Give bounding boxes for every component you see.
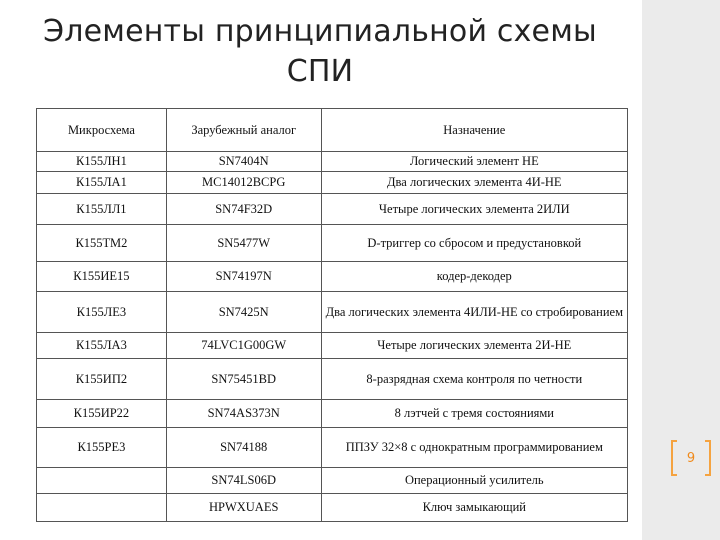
cell-analog: MC14012BCPG bbox=[166, 172, 321, 194]
cell-chip: К155ИЕ15 bbox=[37, 262, 167, 292]
cell-analog: HPWXUAES bbox=[166, 494, 321, 522]
components-table bbox=[36, 108, 628, 522]
table-row bbox=[37, 359, 628, 400]
cell-chip: К155РЕ3 bbox=[37, 428, 167, 468]
cell-analog: 74LVC1G00GW bbox=[166, 333, 321, 359]
cell-chip: К155ЛА3 bbox=[37, 333, 167, 359]
page-number-badge bbox=[671, 440, 711, 476]
cell-analog: SN75451BD bbox=[166, 359, 321, 400]
cell-purpose: 8-разрядная схема контроля по четности bbox=[321, 359, 627, 400]
slide-title-line-1: Элементы принципиальной схемы bbox=[43, 14, 597, 49]
cell-chip bbox=[37, 468, 167, 494]
cell-purpose: 8 лэтчей с тремя состояниями bbox=[321, 400, 627, 428]
cell-purpose: ППЗУ 32×8 с однократным программированием bbox=[321, 428, 627, 468]
cell-purpose: Логический элемент НЕ bbox=[321, 152, 627, 172]
cell-chip: К155ТМ2 bbox=[37, 225, 167, 262]
slide-title bbox=[20, 12, 620, 92]
cell-analog: SN74LS06D bbox=[166, 468, 321, 494]
table-row bbox=[37, 292, 628, 333]
cell-purpose: кодер-декодер bbox=[321, 262, 627, 292]
header-foreign-analog: Зарубежный аналог bbox=[166, 109, 321, 152]
table-row bbox=[37, 428, 628, 468]
right-bracket-shape bbox=[705, 440, 711, 476]
table-row bbox=[37, 172, 628, 194]
table-row bbox=[37, 468, 628, 494]
cell-purpose: Два логических элемента 4И-НЕ bbox=[321, 172, 627, 194]
cell-analog: SN7425N bbox=[166, 292, 321, 333]
table-row bbox=[37, 262, 628, 292]
cell-purpose: Операционный усилитель bbox=[321, 468, 627, 494]
table-row bbox=[37, 194, 628, 225]
cell-analog: SN74F32D bbox=[166, 194, 321, 225]
cell-purpose: Два логических элемента 4ИЛИ-НЕ со стробированием bbox=[321, 292, 627, 333]
cell-analog: SN74188 bbox=[166, 428, 321, 468]
header-chip: Микросхема bbox=[37, 109, 167, 152]
cell-chip: К155ЛЛ1 bbox=[37, 194, 167, 225]
cell-purpose: Ключ замыкающий bbox=[321, 494, 627, 522]
cell-chip: К155ИР22 bbox=[37, 400, 167, 428]
cell-chip: К155ЛЕ3 bbox=[37, 292, 167, 333]
cell-chip: К155ЛА1 bbox=[37, 172, 167, 194]
cell-purpose: Четыре логических элемента 2И-НЕ bbox=[321, 333, 627, 359]
header-purpose: Назначение bbox=[321, 109, 627, 152]
slide-title-line-2: СПИ bbox=[286, 54, 354, 89]
cell-analog: SN5477W bbox=[166, 225, 321, 262]
table-row bbox=[37, 494, 628, 522]
table-row bbox=[37, 225, 628, 262]
table-header-row bbox=[37, 109, 628, 152]
cell-analog: SN74AS373N bbox=[166, 400, 321, 428]
cell-purpose: Четыре логических элемента 2ИЛИ bbox=[321, 194, 627, 225]
cell-chip bbox=[37, 494, 167, 522]
cell-purpose: D-триггер со сбросом и предустановкой bbox=[321, 225, 627, 262]
cell-analog: SN74197N bbox=[166, 262, 321, 292]
table-row bbox=[37, 400, 628, 428]
page-number: 9 bbox=[686, 450, 696, 466]
cell-chip: К155ИП2 bbox=[37, 359, 167, 400]
table-row bbox=[37, 333, 628, 359]
table-row bbox=[37, 152, 628, 172]
left-bracket-shape bbox=[671, 440, 677, 476]
cell-analog: SN7404N bbox=[166, 152, 321, 172]
cell-chip: К155ЛН1 bbox=[37, 152, 167, 172]
